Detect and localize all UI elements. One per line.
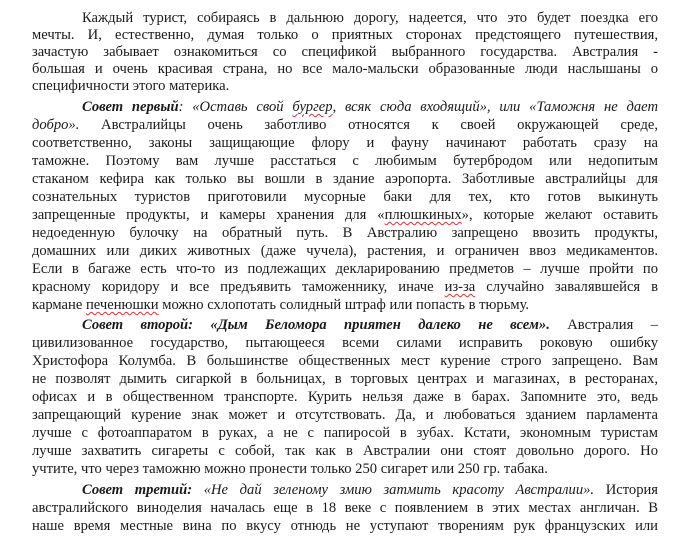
advice3-rest: История <box>594 482 659 498</box>
advice1-line-12-a: кармане <box>32 297 86 313</box>
advice1-line-11-b: случайно завалявшейся в <box>475 279 659 295</box>
advice2-line-9: учтите, что через таможню можно пронести только 250 сигарет или 250 гр. табака. <box>32 461 548 477</box>
advice1-line-9: домашних или диких животных (даже чучела), растения, и ограничен ввоз медикаментов. <box>32 243 658 259</box>
spellcheck-word: из-за <box>444 279 476 295</box>
advice2-line-5: офисах и в общественном транспорте. Курить нельзя даже в барах. Запомните это, ведь <box>32 389 658 405</box>
advice1-quote-b: , всяк сюда входящий», или «Таможня не дает <box>332 99 658 115</box>
advice1-line-6: сознательных туристов приготовили мусорные баки для тех, кто готов выкинуть <box>32 189 658 205</box>
advice1-line-8: недоеденную булочку на обратный путь. В Австралию запрещено ввозить продукты, <box>32 225 658 241</box>
advice1-line-7 <box>32 207 658 224</box>
intro-line-2: мечты. И, естественно, думая только о приятных сторонах предстоящего путешествия, <box>32 27 658 43</box>
advice1-line-2 <box>32 117 658 134</box>
advice2-line-6: запрещающий курение знак может и отсутствовать. Да, и любоваться зданием парламента <box>32 407 658 423</box>
advice3-line-3: наше время местные вина по вкусу отнюдь не уступают творениям рук французских или <box>32 518 658 534</box>
advice2-line-4: не позволят дымить сигаркой в больницах, в торговых центрах и магазинах, в ресторанах, <box>32 371 658 387</box>
advice1-line-11 <box>32 279 658 296</box>
advice2-heading: Совет второй: <box>82 317 194 333</box>
advice2-line-8: лучше захватить сигареты с собой, так как в Австралии они стоят довольно дорого. Но <box>32 443 658 459</box>
advice3-heading: Совет третий: <box>82 482 193 498</box>
advice1-quote-end: добро». <box>32 117 80 133</box>
advice1-line-7-a: запрещенные продукты, и камеры хранения для « <box>32 207 385 223</box>
spellcheck-word: печенюшки <box>85 297 159 313</box>
advice3-quote: «Не дай зеленому змию затмить красоту Австралии». <box>192 482 595 498</box>
advice2-line-2: цивилизованное государство, пытающееся всеми силами исправить роковую ошибку <box>32 335 658 351</box>
advice1-line-2-rest: Австралийцы очень заботливо относятся к своей окружающей среде, <box>79 117 658 133</box>
advice1-quote-a: : «Оставь свой <box>178 99 293 115</box>
advice2-rest: Австралия – <box>549 317 658 333</box>
advice1-line-10: Если в багаже есть что-то из подлежащих декларированию предметов – лучше пройти по <box>32 261 658 277</box>
advice2-heading-line <box>82 317 658 334</box>
advice1-line-12-b: можно схлопотать солидный штраф или попасть в тюрьму. <box>158 297 530 313</box>
advice1-line-3: соответственно, законы защищающие флору и фауну начинают работать сразу на <box>32 135 658 151</box>
advice3-line-2: австралийского виноделия началась еще в 18 веке с появлением в этих местах англичан. В <box>32 500 658 516</box>
advice1-line-7-b: », которые желают оставить <box>461 207 658 223</box>
advice1-heading: Совет первый <box>82 99 179 115</box>
advice3-heading-line <box>82 482 658 499</box>
advice2-line-7: лучше с фотоаппаратом в руках, а не с папиросой в зубах. Кстати, экономным туристам <box>32 425 658 441</box>
intro-line-3: зачастую забывает ознакомиться со спецификой выбранного государства. Австралия - <box>32 44 658 60</box>
advice2-line-3: Христофора Колумба. В большинстве общественных мест курение строго запрещено. Вам <box>32 353 658 369</box>
intro-line-1: Каждый турист, собираясь в дальнюю дорогу, надеется, что это будет поездка его <box>82 10 658 26</box>
advice2-quote: «Дым Беломора приятен далеко не всем». <box>193 317 550 333</box>
intro-line-5: специфичности этого материка. <box>32 78 230 94</box>
intro-line-4: большая и очень красивая страна, но все мало-мальски образованные люди наслышаны о <box>32 61 658 77</box>
spellcheck-word: бургер <box>292 99 333 115</box>
advice1-line-11-a: красному коридору и все предъявить таможеннику, иначе <box>32 279 445 295</box>
spellcheck-word: плюшкиных <box>384 207 462 223</box>
advice1-line-12 <box>32 297 658 314</box>
advice1-line-5: стаканом кефира как только вы вошли в здание аэропорта. Заботливые австралийцы для <box>32 171 658 187</box>
advice1-heading-line <box>82 99 658 116</box>
advice1-line-4: таможне. Поэтому вам лучше расстаться с любимым бутербродом или недопитым <box>32 153 658 169</box>
